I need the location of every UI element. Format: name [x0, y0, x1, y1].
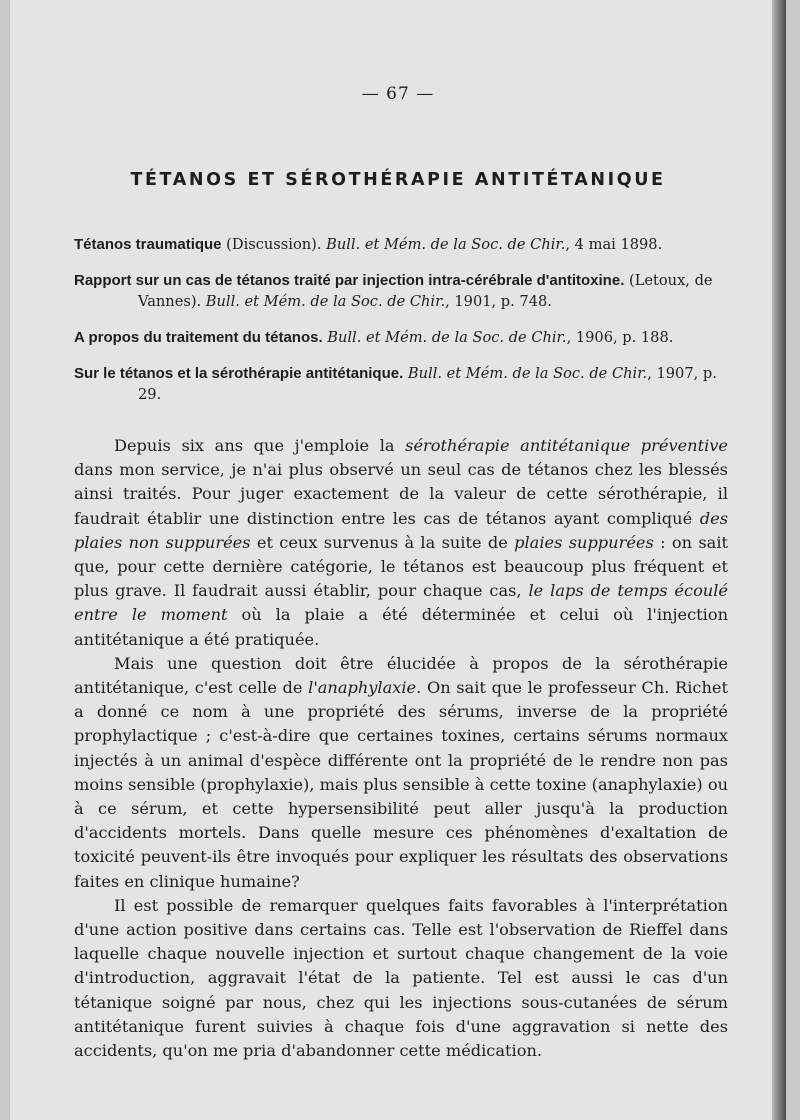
reference-journal: Bull. et Mém. de la Soc. de Chir.: [326, 236, 566, 253]
text-run: où la plaie a été déterminée et celui où l'injection antitétanique a été pratiquée.: [74, 605, 728, 649]
text-run: : on sait que, pour cette dernière catégorie, le tétanos est beaucoup plus fréquent et plus grave. Il faudrait aussi établir, pour chaque cas,: [74, 532, 729, 601]
reference-title: Tétanos traumatique: [74, 236, 222, 253]
emphasis: sérothérapie antitétanique préventive: [405, 436, 728, 455]
reference-item: [74, 234, 728, 255]
paragraph-3: Il est possible de remarquer quelques faits favorables à l'interprétation d'une action positive dans certains cas. Telle est l'observation de Rieffel dans laquelle chaque nouvelle injection et surtout chaque changement de la voie d'introduction, aggravait l'état de la patiente. Tel est aussi le cas d'un tétanique soigné par nous, chez qui les injections sous-cutanées de sérum antitétanique furent suivies à chaque fois d'une aggravation si nette des accidents, qu'on me pria d'abandonner cette médication.: [74, 895, 728, 1061]
emphasis: l'anaphylaxie: [308, 678, 417, 698]
page-number: — 67 —: [361, 84, 435, 104]
document-page: [10, 0, 786, 1120]
reference-title: Rapport sur un cas de tétanos traité par injection intra-cérébrale d'antitoxine.: [74, 272, 625, 289]
reference-note: (Letoux, de Vannes).: [138, 272, 713, 310]
emphasis: plaies suppurées: [514, 532, 654, 552]
emphasis: des plaies non suppurées: [74, 508, 728, 552]
reference-details: , 1901, p. 748.: [445, 293, 552, 310]
reference-journal: Bull. et Mém. de la Soc. de Chir.: [205, 293, 446, 310]
reference-item: [74, 327, 728, 348]
text-run: dans mon service, je n'ai plus observé un seul cas de tétanos chez les blessés ainsi traités. Pour juger exactement de la valeur de cette sérothérapie, il faudrait établir une distinction entre les cas de tétanos ayant compliqué: [74, 460, 728, 528]
page-title: TÉTANOS ET SÉROTHÉRAPIE ANTITÉTANIQUE: [130, 170, 666, 190]
reference-list: [74, 234, 728, 420]
reference-title: Sur le tétanos et la sérothérapie antitétanique.: [74, 365, 404, 382]
text-run: Depuis six ans que j'emploie la: [114, 436, 406, 455]
paragraph-1: [74, 434, 728, 652]
reference-item: [74, 270, 728, 312]
reference-details: , 4 mai 1898.: [565, 236, 663, 253]
reference-item: [74, 363, 728, 405]
reference-title: A propos du traitement du tétanos.: [74, 329, 323, 346]
reference-note: (Discussion).: [221, 236, 327, 253]
reference-journal: Bull. et Mém. de la Soc. de Chir.: [327, 329, 567, 346]
text-run: Mais une question doit être élucidée à propos de la sérothérapie antitétanique, c'est celle de: [74, 653, 728, 698]
reference-details: , 1907, p. 29.: [138, 365, 717, 403]
reference-details: , 1906, p. 188.: [566, 329, 674, 346]
emphasis: le laps de temps écoulé entre le moment: [74, 581, 728, 625]
text-run: . On sait que le professeur Ch. Richet a donné ce nom à une propriété des sérums, inverse de la propriété prophylactique ; c'est-à-dire que certaines toxines, certains sérums normaux injectés à un animal d'espèce différente ont la propriété de le rendre non pas moins sensible (prophylaxie), mais plus sensible à cette toxine (anaphylaxie) ou à ce sérum, et cette hypersensibilité peut aller jusqu'à la production d'accidents mortels. Dans quelle mesure ces phénomènes d'exaltation de toxicité peuvent-ils être invoqués pour expliquer les résultats des observations faites en clinique humaine?: [74, 678, 728, 891]
body-text: [74, 434, 728, 1063]
page-edge-shadow: [772, 0, 786, 1120]
reference-journal: Bull. et Mém. de la Soc. de Chir.: [407, 365, 648, 382]
paragraph-2: [74, 652, 728, 894]
text-run: et ceux survenus à la suite de: [250, 532, 515, 552]
